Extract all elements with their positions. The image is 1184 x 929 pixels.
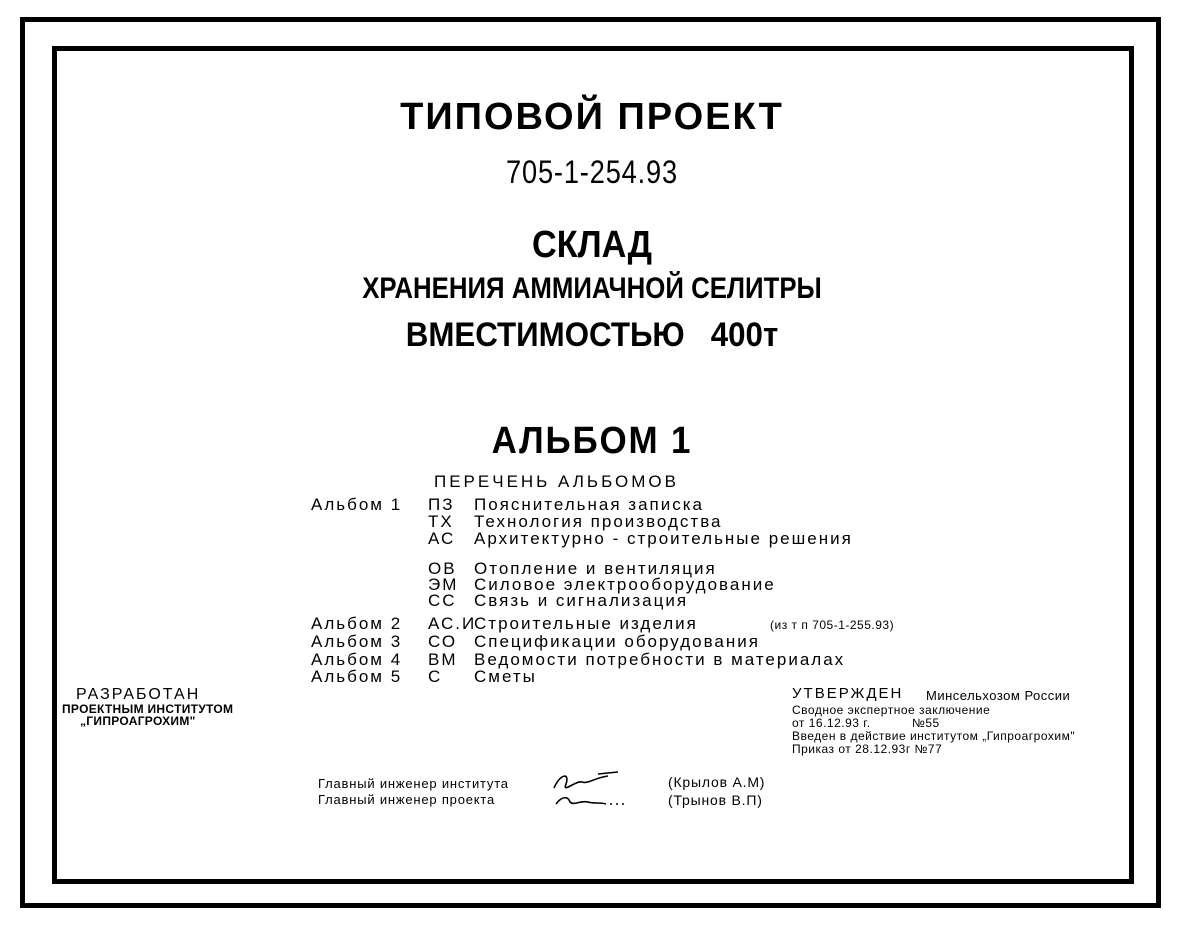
album-label: Альбом 3: [311, 632, 403, 651]
album-code: С: [428, 667, 443, 686]
signature-role: Главный инженер проекта: [318, 792, 496, 807]
album-text: Архитектурно - строительные решения: [474, 529, 853, 548]
approval-line-1: Сводное экспертное заключение: [792, 703, 991, 717]
project-number: 705-1-254.93: [505, 154, 679, 190]
handwritten-signature-icon: [548, 766, 628, 810]
album-code: ЭМ: [428, 575, 459, 594]
album-code: АС.И: [428, 614, 477, 633]
album-text: Пояснительная записка: [474, 495, 705, 514]
album-label: Альбом 2: [311, 614, 403, 633]
object-title: СКЛАД: [532, 224, 652, 266]
albums-list-heading: ПЕРЕЧЕНЬ АЛЬБОМОВ: [434, 472, 679, 491]
approval-by: Минсельхозом России: [926, 688, 1071, 703]
album-code: АС: [428, 529, 456, 548]
album-label: Альбом 5: [311, 667, 403, 686]
document-title: ТИПОВОЙ ПРОЕКТ: [400, 96, 784, 138]
album-code: СС: [428, 591, 457, 610]
album-label: Альбом 4: [311, 650, 403, 669]
approval-line-4: Приказ от 28.12.93г №77: [792, 742, 943, 756]
album-text: Строительные изделия: [474, 614, 698, 633]
album-text: Силовое электрооборудование: [474, 575, 776, 594]
album-text: Сметы: [474, 667, 537, 686]
signature-name: (Трынов В.П): [668, 792, 763, 808]
approval-number: №55: [912, 716, 940, 730]
approval-line-3: Введен в действие институтом „Гипроагрохим": [792, 729, 1076, 743]
signature-role: Главный инженер института: [318, 776, 509, 791]
developer-line-1: ПРОЕКТНЫМ ИНСТИТУТОМ: [62, 702, 234, 716]
album-label: Альбом 1: [311, 495, 403, 514]
album-code: СО: [428, 632, 458, 651]
object-subtitle-2: ВМЕСТИМОСТЬЮ 400т: [405, 316, 779, 354]
album-code: ТХ: [428, 512, 454, 531]
approval-label: УТВЕРЖДЕН: [792, 685, 904, 702]
object-subtitle-1: ХРАНЕНИЯ АММИАЧНОЙ СЕЛИТРЫ: [362, 272, 822, 305]
approval-date: от 16.12.93 г.: [792, 716, 871, 730]
developer-line-2: „ГИПРОАГРОХИМ": [80, 714, 196, 728]
album-text: Ведомости потребности в материалах: [474, 650, 846, 669]
album-note: (из т п 705-1-255.93): [770, 618, 895, 632]
album-text: Технология производства: [474, 512, 723, 531]
album-text: Отопление и вентиляция: [474, 559, 717, 578]
album-code: ОВ: [428, 559, 457, 578]
album-title: АЛЬБОМ 1: [491, 420, 693, 462]
developer-label: РАЗРАБОТАН: [76, 686, 201, 703]
album-text: Спецификации оборудования: [474, 632, 760, 651]
album-text: Связь и сигнализация: [474, 591, 689, 610]
album-code: ВМ: [428, 650, 458, 669]
signature-name: (Крылов А.М): [668, 774, 766, 790]
album-code: ПЗ: [428, 495, 455, 514]
